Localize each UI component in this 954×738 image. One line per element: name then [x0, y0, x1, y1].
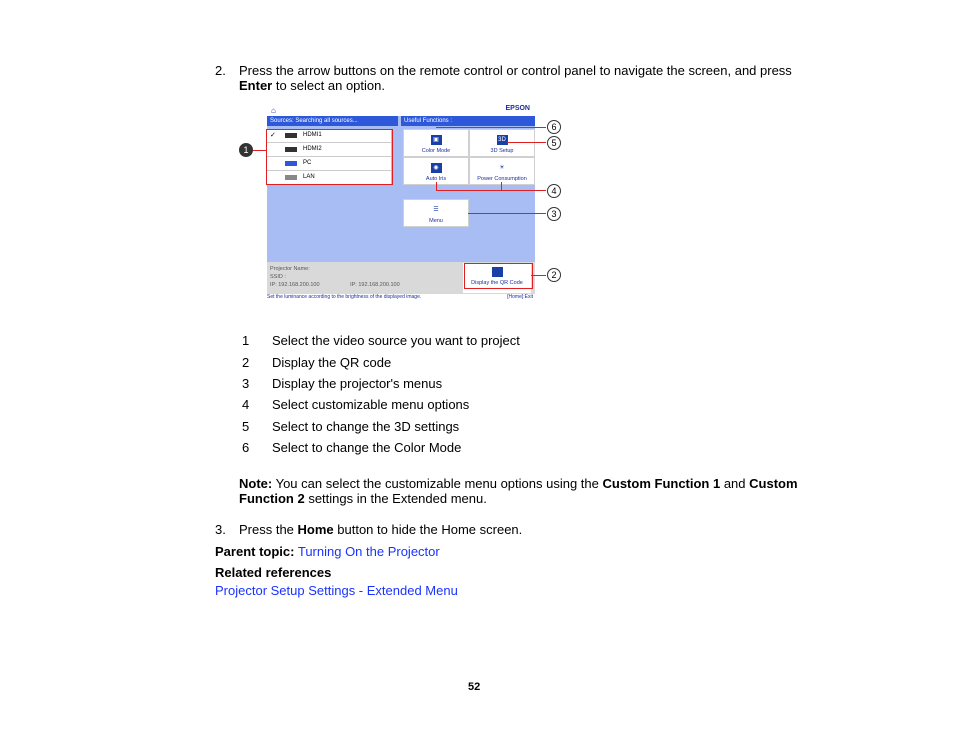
step2-line1: Press the arrow buttons on the remote control or control panel to navigate the screen, and press: [239, 63, 792, 78]
legend-num: 5: [242, 419, 250, 434]
tile-label: Auto Iris: [425, 176, 447, 182]
callout-6: 6: [547, 120, 561, 134]
projector-name-label: Projector Name:: [270, 266, 310, 272]
legend-num: 4: [242, 397, 250, 412]
note-line1: [239, 476, 839, 492]
note-setting: Custom Function 1: [602, 476, 721, 491]
leader-6: [436, 127, 546, 128]
power-icon: ☀: [497, 163, 508, 173]
callout-4: 4: [547, 184, 561, 198]
note-text: and: [720, 476, 750, 491]
legend-text: Select the video source you want to project: [272, 333, 520, 348]
leader-4b: [501, 182, 502, 190]
tile-label: Display the QR Code: [471, 280, 523, 286]
callout-5: 5: [547, 136, 561, 150]
3d-setup-tile[interactable]: [469, 129, 535, 157]
tile-label: Color Mode: [421, 148, 451, 154]
step2-line2: [239, 78, 385, 94]
note-text: You can select the customizable menu options using the: [272, 476, 603, 491]
leader-1: [253, 150, 266, 151]
step3-text-a: Press the: [239, 522, 298, 537]
projector-info: [270, 265, 400, 289]
legend-num: 6: [242, 440, 250, 455]
ip-wired: IP: 192.168.200.100: [350, 282, 400, 288]
enter-key: Enter: [239, 78, 273, 93]
tile-label: 3D Setup: [490, 148, 514, 154]
home-icon: ⌂: [271, 106, 276, 115]
leader-3: [468, 213, 546, 214]
note-line2: [239, 491, 487, 507]
legend-num: 3: [242, 376, 250, 391]
color-mode-tile[interactable]: [403, 129, 469, 157]
step2-line2-rest: to select an option.: [272, 78, 385, 93]
ip-row: [270, 281, 400, 289]
step3-text-b: button to hide the Home screen.: [333, 522, 523, 537]
parent-topic: [215, 544, 440, 560]
check-icon: ✓: [270, 132, 276, 139]
step-number: 2.: [215, 63, 226, 78]
step-number: 3.: [215, 522, 226, 537]
qr-highlight: [464, 263, 533, 289]
callout-2: 2: [547, 268, 561, 282]
leader-2: [531, 275, 546, 276]
source-label: HDMI1: [303, 132, 322, 138]
brand-logo: EPSON: [505, 105, 530, 112]
auto-iris-tile[interactable]: [403, 157, 469, 185]
source-label: LAN: [303, 174, 315, 180]
figure-top-bar: [267, 104, 535, 116]
sources-header: Sources: Searching all sources...: [267, 116, 398, 126]
note-label: Note:: [239, 476, 273, 491]
page-number: 52: [468, 681, 481, 693]
menu-tile[interactable]: [403, 199, 469, 227]
parent-topic-link[interactable]: Turning On the Projector: [297, 544, 440, 559]
leader-4: [436, 190, 546, 191]
3d-icon: 3D: [498, 137, 506, 143]
legend-text: Display the projector's menus: [272, 376, 443, 391]
leader-5: [507, 142, 546, 143]
sources-highlight: [266, 129, 393, 185]
leader-4a: [436, 182, 437, 190]
legend-text: Select to change the Color Mode: [272, 440, 462, 455]
source-label: PC: [303, 160, 312, 166]
legend-num: 1: [242, 333, 250, 348]
callout-3: 3: [547, 207, 561, 221]
legend-num: 2: [242, 355, 250, 370]
source-label: HDMI2: [303, 146, 322, 152]
step3-text: [239, 522, 522, 538]
legend-text: Select customizable menu options: [272, 397, 470, 412]
tile-label: Menu: [429, 218, 443, 224]
status-text: Set the luminance according to the brightness of the displayed image.: [267, 294, 422, 300]
functions-header: Useful Functions :: [401, 116, 535, 126]
ip-wireless: IP: 192.168.200.100: [270, 282, 320, 288]
related-reference-link[interactable]: Projector Setup Settings - Extended Menu: [215, 583, 458, 598]
parent-topic-label: Parent topic:: [215, 544, 295, 559]
exit-hint: [Home]:Exit: [507, 294, 533, 300]
menu-icon: ☰: [431, 205, 442, 215]
legend-text: Select to change the 3D settings: [272, 419, 460, 434]
callout-1: 1: [239, 143, 253, 157]
status-bar: [267, 294, 535, 301]
home-key: Home: [297, 522, 334, 537]
note-setting: Function 2: [239, 491, 305, 506]
color-mode-icon: ▣: [431, 135, 442, 145]
power-consumption-tile[interactable]: [469, 157, 535, 185]
ssid-label: SSID :: [270, 274, 286, 280]
tile-label: Power Consumption: [477, 176, 527, 182]
note-setting: Custom: [749, 476, 798, 491]
auto-iris-icon: ◉: [431, 163, 442, 173]
related-references-heading: Related references: [215, 565, 332, 580]
note-text: settings in the Extended menu.: [304, 491, 487, 506]
legend-text: Display the QR code: [272, 355, 392, 370]
